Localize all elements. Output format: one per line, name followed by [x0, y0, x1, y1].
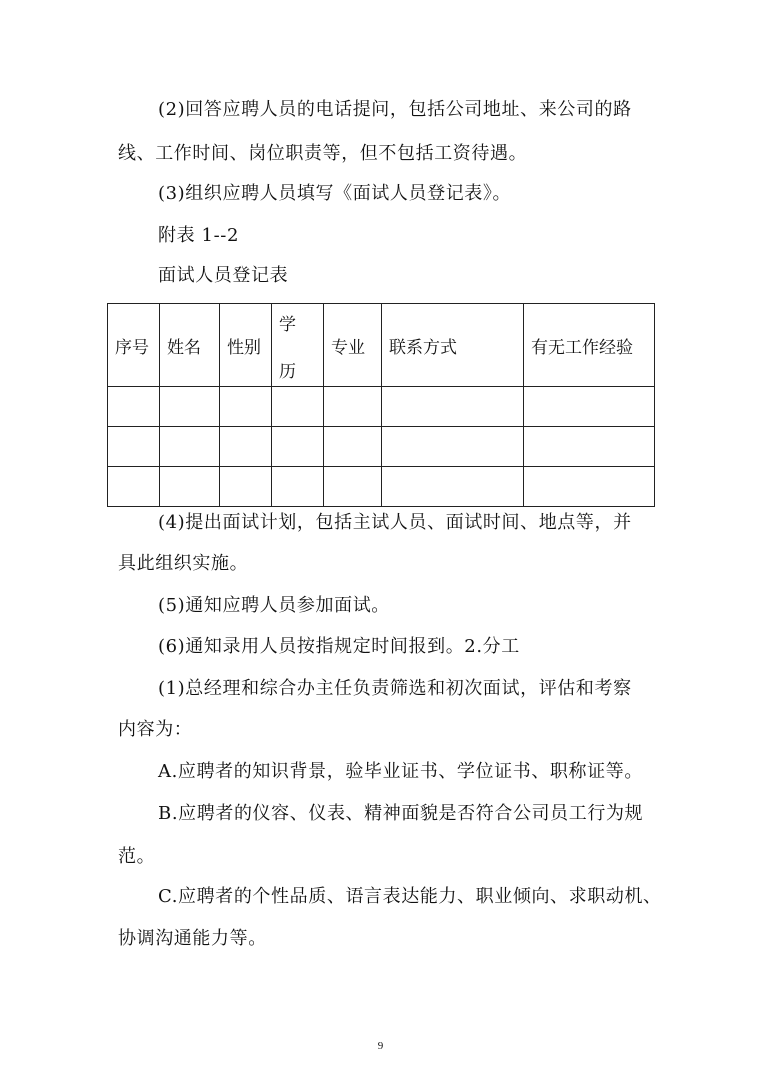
- table-cell: [160, 387, 220, 427]
- paragraph-4-line-2: 具此组织实施。: [118, 553, 249, 574]
- paragraph-3: (3)组织应聘人员填写《面试人员登记表》。: [158, 183, 512, 204]
- table-row: [108, 467, 655, 507]
- table-cell: [160, 427, 220, 467]
- table-row: [108, 427, 655, 467]
- item-b-line-2: 范。: [118, 846, 156, 867]
- item-a: A.应聘者的知识背景，验毕业证书、学位证书、职称证等。: [158, 761, 643, 782]
- header-contact: 联系方式: [382, 304, 524, 387]
- paragraph-4-line-1: (4)提出面试计划，包括主试人员、面试时间、地点等，并: [158, 512, 632, 533]
- table-cell: [108, 387, 160, 427]
- table-cell: [160, 467, 220, 507]
- item-b-line-1: B.应聘者的仪容、仪表、精神面貌是否符合公司员工行为规: [158, 803, 644, 824]
- table-title: 面试人员登记表: [158, 265, 289, 286]
- table-cell: [324, 467, 382, 507]
- duty-1-line-1: (1)总经理和综合办主任负责筛选和初次面试，评估和考察: [158, 678, 632, 699]
- table-cell: [220, 467, 272, 507]
- paragraph-2-line-2: 线、工作时间、岗位职责等，但不包括工资待遇。: [118, 143, 528, 164]
- appendix-label: 附表 1--2: [158, 225, 239, 246]
- table-cell: [524, 387, 655, 427]
- paragraph-6: (6)通知录用人员按指规定时间报到。2.分工: [158, 636, 520, 657]
- table-cell: [272, 467, 324, 507]
- paragraph-5: (5)通知应聘人员参加面试。: [158, 595, 390, 616]
- table-header-row: [108, 304, 655, 387]
- header-major: 专业: [324, 304, 382, 387]
- item-c-line-1: C.应聘者的个性品质、语言表达能力、职业倾向、求职动机、: [158, 886, 662, 907]
- table-cell: [382, 427, 524, 467]
- table-cell: [524, 427, 655, 467]
- duty-1-line-2: 内容为：: [118, 719, 193, 740]
- header-name: 姓名: [160, 304, 220, 387]
- header-education-bottom: 历: [279, 362, 296, 382]
- registration-table: [107, 303, 655, 507]
- table-cell: [108, 467, 160, 507]
- table-cell: [524, 467, 655, 507]
- header-experience: 有无工作经验: [524, 304, 655, 387]
- item-c-line-2: 协调沟通能力等。: [118, 928, 267, 949]
- header-education: [272, 304, 324, 387]
- table-row: [108, 387, 655, 427]
- table-cell: [382, 387, 524, 427]
- table-cell: [220, 427, 272, 467]
- header-gender: 性别: [220, 304, 272, 387]
- table-cell: [108, 427, 160, 467]
- table-cell: [272, 427, 324, 467]
- table-cell: [324, 387, 382, 427]
- page-number: 9: [377, 1040, 384, 1052]
- table-cell: [382, 467, 524, 507]
- table-cell: [272, 387, 324, 427]
- table-cell: [324, 427, 382, 467]
- header-seq: 序号: [108, 304, 160, 387]
- table-cell: [220, 387, 272, 427]
- paragraph-2-line-1: (2)回答应聘人员的电话提问，包括公司地址、来公司的路: [158, 99, 632, 120]
- header-education-top: 学: [279, 315, 296, 335]
